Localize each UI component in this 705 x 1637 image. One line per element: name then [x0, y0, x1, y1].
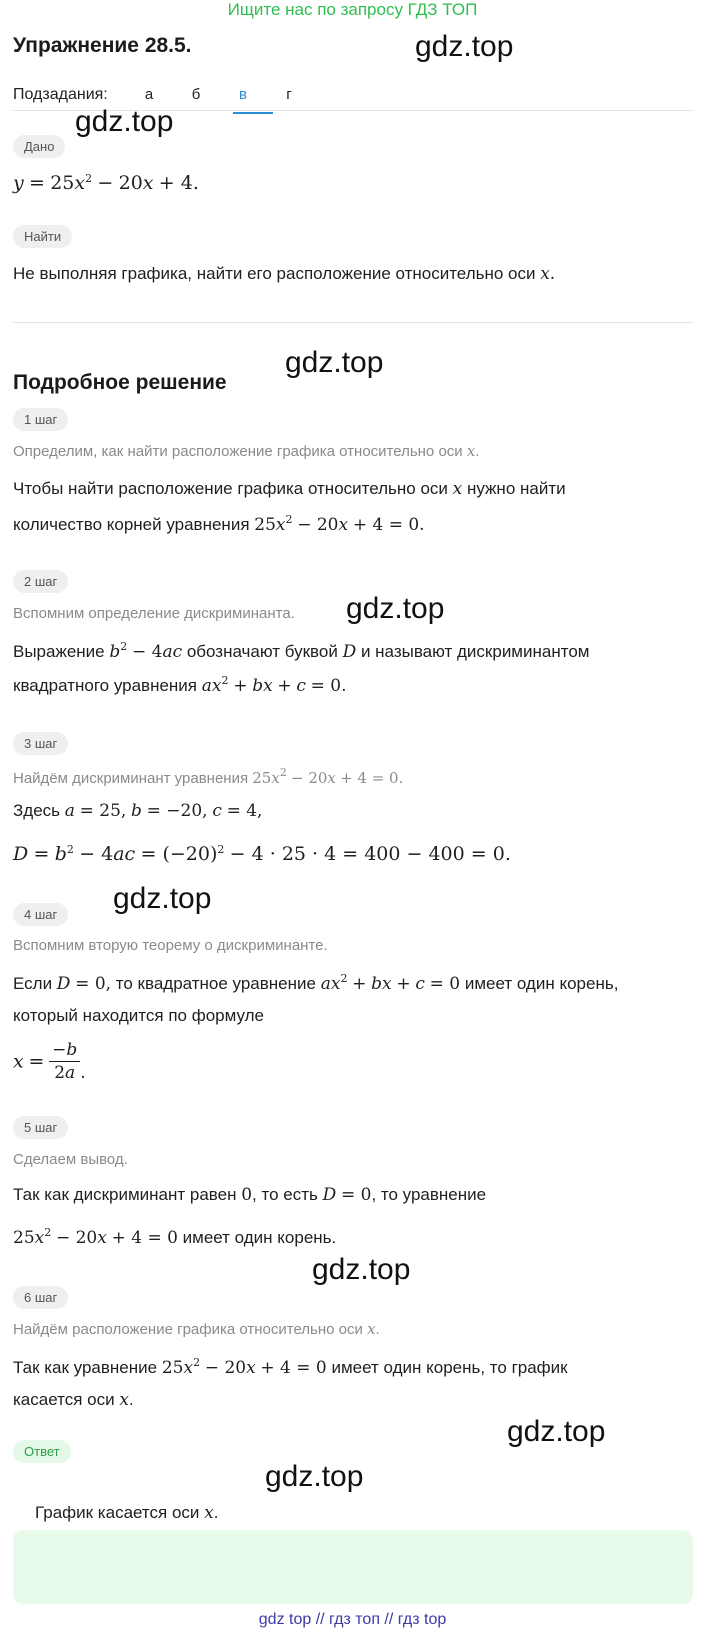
solution-title: Подробное решение [13, 371, 227, 394]
find-text: Не выполняя графика, найти его расположение относительно оси x. [13, 264, 556, 284]
answer-box [13, 1530, 693, 1604]
watermark: gdz.top [113, 882, 212, 915]
watermark: gdz.top [346, 592, 445, 625]
watermark: gdz.top [415, 30, 514, 63]
step-badge: 2 шаг [13, 570, 68, 593]
footer-links[interactable]: gdz top // гдз топ // гдз top [258, 1611, 447, 1628]
subtasks-label: Подзадания: [13, 86, 108, 103]
divider [13, 322, 693, 323]
tab-subtask-g[interactable]: г [286, 86, 292, 103]
step-text: $25x^2 - 20x + 4 = 0$ имеет один корень. [13, 1226, 337, 1248]
step-badge: 3 шаг [13, 732, 68, 755]
given-badge: Дано [13, 135, 65, 158]
search-banner: Ищите нас по запросу ГДЗ ТОП [227, 0, 478, 19]
tab-subtask-b[interactable]: б [191, 86, 201, 103]
step-text: который находится по формуле [13, 1006, 264, 1025]
step-badge: 5 шаг [13, 1116, 68, 1139]
tab-subtask-a[interactable]: а [144, 86, 154, 103]
step-text: Здесь a = 25, b = −20, c = 4, [13, 801, 263, 821]
watermark: gdz.top [265, 1460, 364, 1493]
step-text: Так как дискриминант равен 0, то есть D = 0, то уравнение [13, 1185, 487, 1205]
watermark: gdz.top [312, 1253, 411, 1286]
answer-text: График касается оси x. [35, 1503, 219, 1523]
step-hint: Найдём дискриминант уравнения $25x^2 - 20x + 4 = 0$. [13, 766, 404, 787]
step-hint: Вспомним определение дискриминанта. [13, 605, 295, 622]
answer-badge: Ответ [13, 1440, 71, 1463]
step-hint: Найдём расположение графика относительно оси x. [13, 1320, 380, 1338]
root-formula: x = $\frac{-b}{2a}$ . [13, 1040, 86, 1083]
step-text: касается оси x. [13, 1390, 134, 1410]
watermark: gdz.top [75, 105, 174, 138]
active-tab-indicator [233, 112, 273, 114]
find-badge: Найти [13, 225, 72, 248]
watermark: gdz.top [507, 1415, 606, 1448]
discriminant-formula: $D = b^2 - 4ac = (-20)^2 - 4 \cdot 25 \cdot 4 = 400 - 400 = 0$. [13, 843, 511, 865]
step-text: Выражение $b^2 - 4ac$ обозначают буквой D и называют дискриминантом [13, 640, 590, 662]
given-formula: $y = 25x^2 - 20x + 4$. [13, 172, 199, 194]
step-hint: Вспомним вторую теорему о дискриминанте. [13, 937, 328, 954]
step-badge: 1 шаг [13, 408, 68, 431]
tab-subtask-v[interactable]: в [239, 86, 247, 103]
step-text: количество корней уравнения $25x^2 - 20x + 4 = 0$. [13, 513, 425, 535]
step-badge: 6 шаг [13, 1286, 68, 1309]
step-hint: Сделаем вывод. [13, 1151, 128, 1168]
watermark: gdz.top [285, 346, 384, 379]
step-badge: 4 шаг [13, 903, 68, 926]
exercise-title: Упражнение 28.5. [13, 34, 192, 57]
step-text: Так как уравнение $25x^2 - 20x + 4 = 0$ имеет один корень, то график [13, 1356, 568, 1378]
step-text: Если D = 0, то квадратное уравнение $ax^2$ + bx + c = 0 имеет один корень, [13, 972, 619, 994]
step-text: квадратного уравнения $ax^2$ + bx + c = 0. [13, 674, 347, 696]
step-hint: Определим, как найти расположение графика относительно оси x. [13, 442, 480, 460]
step-text: Чтобы найти расположение графика относительно оси x нужно найти [13, 479, 566, 499]
